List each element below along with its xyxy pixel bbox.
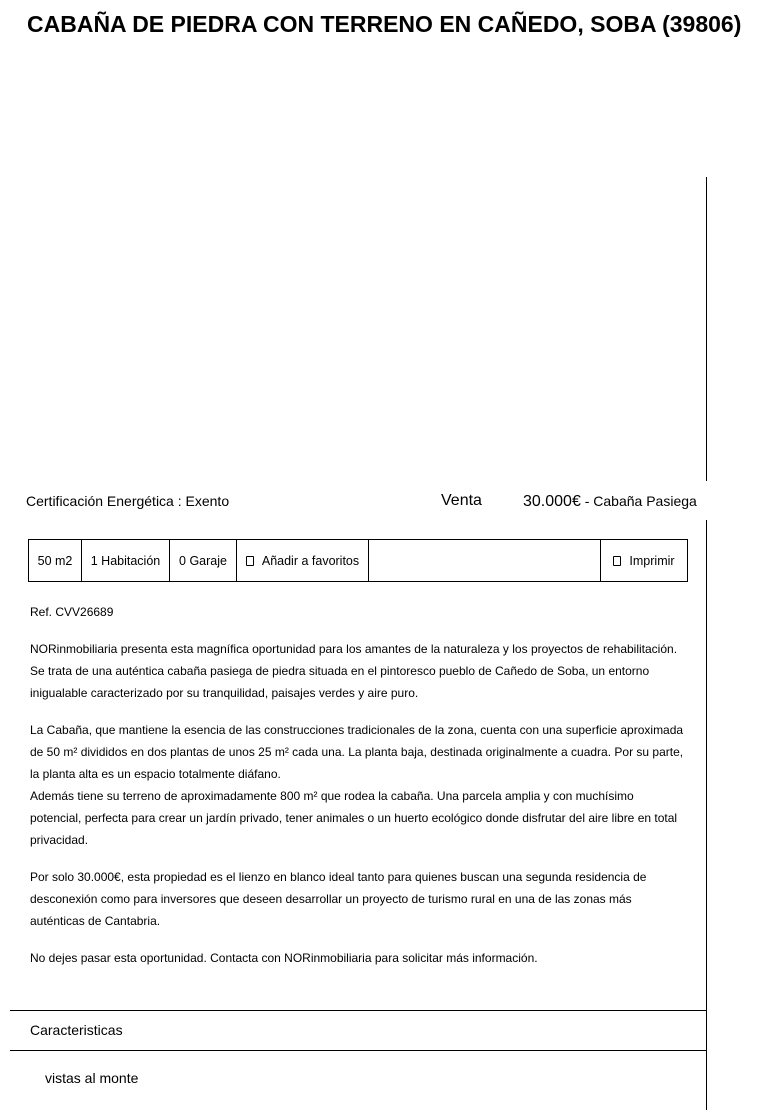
description-paragraph-3: Por solo 30.000€, esta propiedad es el lienzo en blanco ideal tanto para quienes buscan una segunda residencia de desconexión como para inversores que deseen desarrollar un proyecto de turismo rural en una de las zonas más auténticas de Cantabria. [30,870,647,928]
info-bar [28,539,688,582]
garage-cell [170,540,237,581]
price-block [523,491,697,512]
reference: Ref. CVV26689 [30,605,114,619]
features-divider-top [10,1010,706,1011]
description-paragraph-2: La Cabaña, que mantiene la esencia de las construcciones tradicionales de la zona, cuenta con una superficie aproximada de 50 m² divididos en dos plantas de unos 25 m² cada una. La planta baja, destinada originalmente a cuadra. Por su parte, la planta alta es un espacio totalmente diáfano. Además tiene su terreno de aproximadamente 800 m² que rodea la cabaña. Una parcela amplia y con muchísimo potencial, perfecta para crear un jardín privado, tener animales o un huerto ecológico donde disfrutar del aire libre en total privacidad. [30,723,684,847]
print-icon [613,556,621,566]
print-button[interactable] [600,540,687,581]
description-paragraph-4: No dejes pasar esta oportunidad. Contacta con NORinmobiliaria para solicitar más información. [30,951,538,965]
area-cell [29,540,82,581]
energy-certification: Certificación Energética : Exento [26,493,230,509]
favorite-icon [246,556,254,566]
property-description [30,601,690,969]
divider-vertical-lower [706,520,707,1110]
price: 30.000€ [523,493,581,510]
add-favorites-button[interactable] [237,540,369,581]
operation-type: Venta [441,492,482,509]
print-label: Imprimir [629,553,675,568]
add-favorites-label: Añadir a favoritos [261,553,360,568]
area-label: 50 m2 [37,553,73,568]
garage-label: 0 Garaje [179,553,227,568]
features-title: Caracteristicas [30,1022,123,1038]
features-divider-bottom [10,1050,706,1051]
rooms-label: 1 Habitación [90,553,161,568]
property-type: - Cabaña Pasiega [580,493,697,509]
rooms-cell [82,540,170,581]
page-title: CABAÑA DE PIEDRA CON TERRENO EN CAÑEDO, SOBA (39806) [27,11,742,37]
description-paragraph-1: NORinmobiliaria presenta esta magnífica oportunidad para los amantes de la naturaleza y los proyectos de rehabilitación. Se trata de una auténtica cabaña pasiega de piedra situada en el pintoresco pueblo de Cañedo de Soba, un entorno inigualable caracterizado por su tranquilidad, paisajes verdes y aire puro. [30,642,678,700]
divider-vertical [706,177,707,481]
feature-item: vistas al monte [45,1070,139,1086]
info-bar-spacer [369,540,600,581]
